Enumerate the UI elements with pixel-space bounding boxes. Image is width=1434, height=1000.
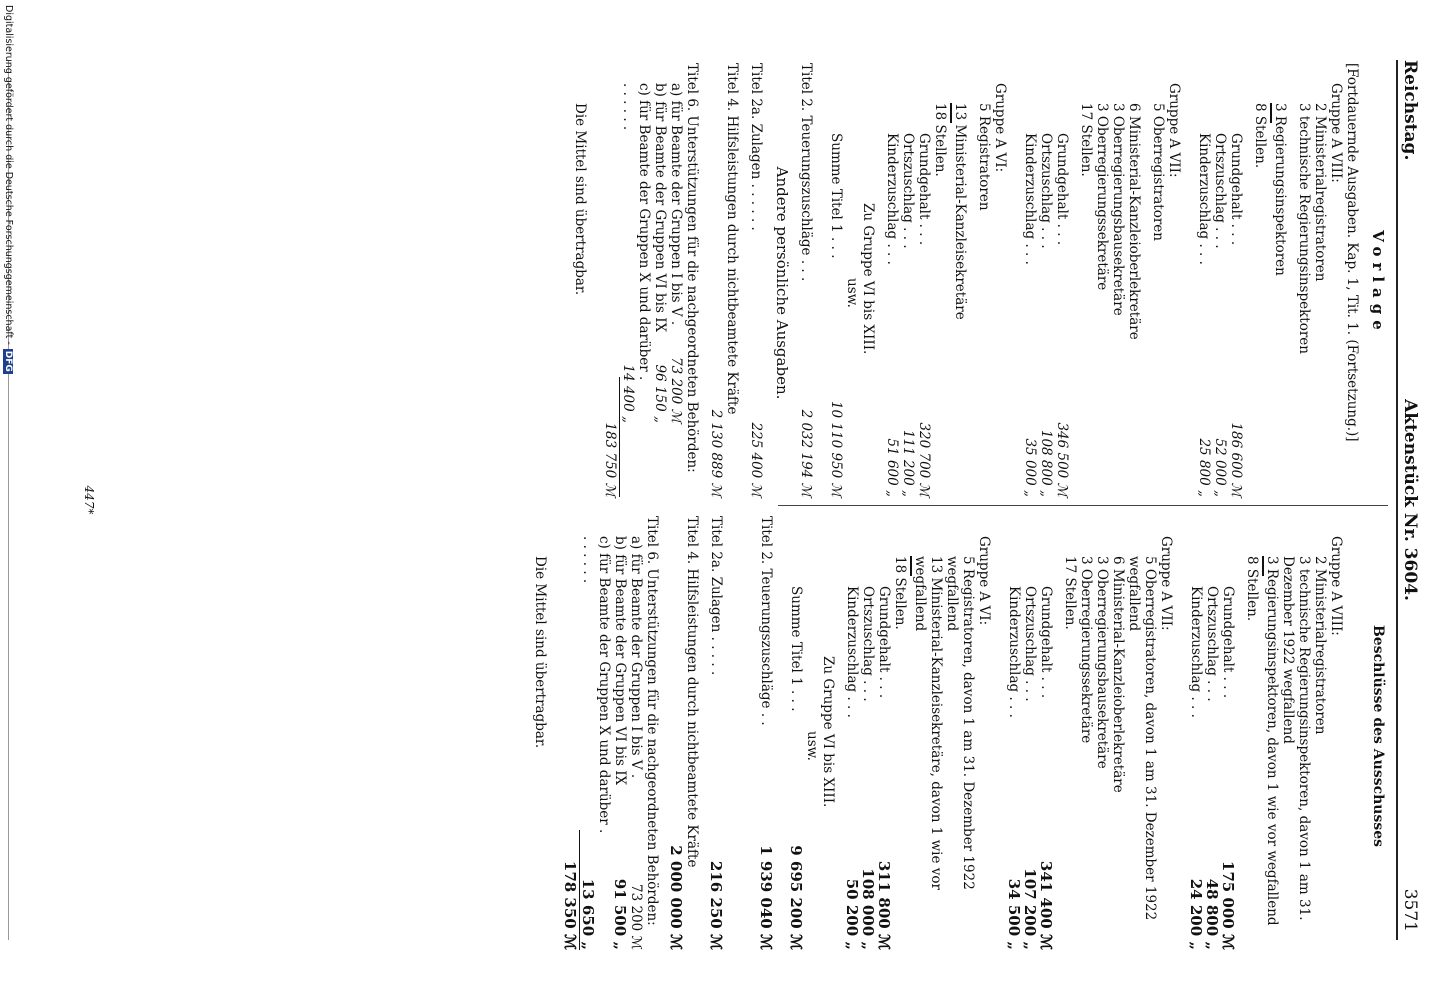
right-titel-6-b [612, 516, 628, 956]
left-g8-l2: 3 technische Regierungsinspektoren [1296, 103, 1312, 354]
left-g8-l3: 3 Regierungsinspektoren [1272, 103, 1288, 276]
credit-text: Digitalisierung gefördert durch die Deutsche Forschungsgemeinschaft - [3, 5, 14, 345]
left-titel-6-b [652, 63, 668, 503]
left-g8-l1: 2 Ministerialregistratoren [1312, 103, 1328, 282]
left-g8-row-2 [1212, 63, 1228, 503]
value: 346 500 ℳ [1054, 422, 1070, 497]
value: 320 700 ℳ [916, 422, 932, 497]
value: 216 250 ℳ [707, 860, 725, 950]
value: 35 000 „ [1022, 438, 1038, 497]
label: c) für Beamte der Gruppen X und darüber . . . . . . . [580, 536, 612, 834]
right-g7-row-3 [1006, 516, 1022, 956]
right-titel-6-c [580, 516, 612, 956]
label: Grundgehalt . . . [916, 133, 932, 246]
left-titel-6-c [620, 63, 652, 503]
label: Grundgehalt . . . [1038, 586, 1054, 699]
right-titel-4-label: Titel 4. Hilfsleistungen durch nichtbeamtete Kräfte [684, 516, 700, 868]
value: 14 400 „ [620, 364, 636, 423]
right-g8-row-3 [1188, 516, 1204, 956]
right-titel-2a [708, 516, 724, 956]
label: c) für Beamte der Gruppen X und darüber . . . . . . . [620, 83, 652, 381]
left-g8-head: Gruppe A VIII: [1328, 83, 1344, 183]
left-g6-count: 18 Stellen. [932, 103, 948, 177]
left-g8-row-1 [1228, 63, 1244, 503]
label: Titel 2a. Zulagen . . . . . . [748, 63, 764, 231]
header-left: Reichstag. [1400, 60, 1420, 161]
right-g6-row-2 [860, 516, 876, 956]
page-mark: 447* [82, 485, 96, 515]
left-zu-gruppe: Zu Gruppe VI bis XIII. [860, 203, 876, 355]
label: b) für Beamte der Gruppen VI bis IX [612, 536, 628, 786]
label: Ortszuschlag . . . [900, 133, 916, 249]
value: 341 400 ℳ [1037, 860, 1055, 950]
right-g7-row-1 [1038, 516, 1054, 956]
value: 1 939 040 ℳ [757, 845, 775, 950]
value: 311 800 ℳ [875, 860, 893, 950]
value: 225 400 ℳ [748, 422, 764, 497]
value: 108 000 „ [859, 868, 877, 950]
left-g8-count: 8 Stellen. [1252, 103, 1268, 169]
left-g7-row-2 [1038, 63, 1054, 503]
right-g8-count: 8 Stellen. [1244, 556, 1260, 622]
label: Kinderzuschlag . . . [884, 133, 900, 265]
header-title: Aktenstück Nr. 3604. [1400, 399, 1420, 601]
right-g6-count: 18 Stellen. [892, 556, 908, 630]
left-note: Die Mittel sind übertragbar. [572, 103, 588, 296]
digitization-credit [3, 5, 14, 374]
right-g7-l3: 3 Oberregierungsbausekretäre [1094, 556, 1110, 769]
value: 48 800 „ [1203, 878, 1221, 950]
right-g7-count: 17 Stellen. [1062, 556, 1078, 630]
left-g7-row-1 [1054, 63, 1070, 503]
value: 2 032 194 ℳ [798, 409, 814, 497]
left-usw: usw. [844, 278, 860, 308]
left-summe-titel-1 [828, 63, 844, 503]
value: 107 200 „ [1021, 868, 1039, 950]
label: Ortszuschlag . . . [1022, 586, 1038, 702]
label: Grundgehalt . . . [876, 586, 892, 699]
right-zu-gruppe: Zu Gruppe VI bis XIII. [820, 656, 836, 808]
right-g8-row-2 [1204, 516, 1220, 956]
left-titel-6-a [668, 63, 684, 503]
left-g6-row-2 [900, 63, 916, 503]
value: 52 000 „ [1212, 438, 1228, 497]
value: 91 500 „ [611, 878, 629, 950]
left-titel-2 [798, 63, 814, 503]
right-g6-row-1 [876, 516, 892, 956]
label: Titel 2a. Zulagen . . . . . [708, 516, 724, 676]
value: 73 200 ℳ [668, 357, 684, 423]
label: Kinderzuschlag . . . [1022, 133, 1038, 265]
value: 10 110 950 ℳ [828, 400, 844, 497]
left-g7-l2: 6 Ministerial-Kanzleioberlekretäre [1126, 103, 1142, 340]
right-g7-l1: 5 Oberregistratoren, davon 1 am 31. Dezember 1922 wegfallend [1126, 556, 1158, 921]
value: 9 695 200 ℳ [787, 845, 805, 950]
right-column [532, 516, 1386, 956]
label: a) für Beamte der Gruppen I bis V . [628, 536, 644, 779]
right-g6-l2: 13 Ministerial-Kanzleisekretäre, davon 1 wie vor wegfallend [912, 556, 944, 890]
label: Titel 2. Teuerungszuschläge . . [758, 516, 774, 726]
value: 24 200 „ [1187, 878, 1205, 950]
right-g7-row-2 [1022, 516, 1038, 956]
value: 96 150 „ [652, 364, 668, 423]
label: Grundgehalt . . . [1220, 586, 1236, 699]
left-titel-4-label: Titel 4. Hilfsleistungen durch nichtbeamtete Kräfte [724, 63, 740, 415]
left-g7-count: 17 Stellen. [1078, 103, 1094, 177]
left-g6-head: Gruppe A VI: [992, 83, 1008, 173]
value: 183 750 ℳ [602, 422, 618, 497]
left-g8-row-3 [1196, 63, 1212, 503]
label: b) für Beamte der Gruppen VI bis IX [652, 83, 668, 333]
label: Grundgehalt . . . [1228, 133, 1244, 246]
label: Titel 2. Teuerungszuschläge . . . [798, 63, 814, 282]
right-g7-head: Gruppe A VII: [1158, 536, 1174, 631]
dfg-logo: DFG [3, 350, 13, 372]
header-rule [1396, 60, 1398, 940]
label: Kinderzuschlag . . . [844, 586, 860, 718]
value: 51 600 „ [884, 438, 900, 497]
left-g7-l3: 3 Oberregierungsbausekretäre [1110, 103, 1126, 316]
value: 13 650 „ [579, 878, 597, 950]
value: 186 600 ℳ [1228, 422, 1244, 497]
right-titel-6-a [628, 516, 644, 956]
right-g6-head: Gruppe A VI: [976, 536, 992, 626]
value: 175 000 ℳ [1219, 860, 1237, 950]
value: 111 200 „ [900, 429, 916, 497]
right-g8-head: Gruppe A VIII: [1328, 536, 1344, 636]
value: 108 800 „ [1038, 429, 1054, 497]
label: Summe Titel 1 . . . [788, 586, 804, 712]
left-g7-l4: 3 Oberregierungssekretäre [1094, 103, 1110, 291]
label: a) für Beamte der Gruppen I bis V . [668, 83, 684, 326]
left-titel-4-row [708, 63, 724, 503]
label: Ortszuschlag . . . [1204, 586, 1220, 702]
value: 73 200 ℳ [628, 884, 644, 950]
label: Ortszuschlag . . . [1212, 133, 1228, 249]
right-usw: usw. [804, 731, 820, 761]
column-divider [778, 505, 1388, 506]
header-page-number: 3571 [1400, 888, 1420, 932]
right-g6-l1: 5 Registratoren, davon 1 am 31. Dezember 1922 wegfallend [944, 556, 976, 890]
left-g7-row-3 [1022, 63, 1038, 503]
right-titel-6-head: Titel 6. Unterstützungen für die nachgeordneten Behörden: [644, 516, 660, 926]
right-title: Beschlüsse des Ausschusses [1370, 624, 1386, 848]
right-g7-l4: 3 Oberregierungssekretäre [1078, 556, 1094, 744]
left-titel-6-total [602, 63, 618, 503]
right-g7-l2: 6 Ministerial-Kanzleioberlekretäre [1110, 556, 1126, 793]
left-g6-row-1 [916, 63, 932, 503]
value: 2 130 889 ℳ [708, 409, 724, 497]
left-section-title: Andere persönliche Ausgaben. [773, 166, 791, 400]
right-titel-6-total [562, 516, 578, 956]
left-titel-6-head: Titel 6. Unterstützungen für die nachgeordneten Behörden: [684, 63, 700, 473]
left-titel-2a [748, 63, 764, 503]
label: Kinderzuschlag . . . [1006, 586, 1022, 718]
value: 178 350 ℳ [561, 860, 579, 950]
left-title: Vorlage [1369, 230, 1387, 336]
label: Kinderzuschlag . . . [1188, 586, 1204, 718]
left-intro: [Fortdauernde Ausgaben. Kap. 1, Tit. 1. (Fortsetzung.)] [1344, 63, 1360, 442]
right-g8-row-1 [1220, 516, 1236, 956]
left-g7-head: Gruppe A VII: [1166, 83, 1182, 178]
label: Ortszuschlag . . . [860, 586, 876, 702]
value: 50 200 „ [843, 878, 861, 950]
value: 2 000 000 ℳ [667, 845, 685, 950]
left-column [572, 63, 1386, 503]
right-g8-l3: 3 Regierungsinspektoren, davon 1 wie vor wegfallend [1264, 556, 1280, 926]
right-titel-4-row [668, 516, 684, 956]
right-g8-l2: 3 technische Regierungsinspektoren, davon 1 am 31. Dezember 1922 wegfallend [1280, 556, 1312, 921]
value: 25 800 „ [1196, 438, 1212, 497]
right-g6-row-3 [844, 516, 860, 956]
label: Grundgehalt . . . [1054, 133, 1070, 246]
right-g8-l1: 2 Ministerialregistratoren [1312, 556, 1328, 735]
label: Kinderzuschlag . . . [1196, 133, 1212, 265]
left-g7-l1: 5 Oberregistratoren [1150, 103, 1166, 241]
label: Summe Titel 1 . . . [828, 133, 844, 259]
right-titel-2 [758, 516, 774, 956]
label: Ortszuschlag . . . [1038, 133, 1054, 249]
right-note: Die Mittel sind übertragbar. [532, 556, 548, 749]
value: 34 500 „ [1005, 878, 1023, 950]
left-g6-l2: 13 Ministerial-Kanzleisekretäre [952, 103, 968, 320]
left-g6-row-3 [884, 63, 900, 503]
right-summe-titel-1 [788, 516, 804, 956]
left-g6-l1: 5 Registratoren [976, 103, 992, 211]
